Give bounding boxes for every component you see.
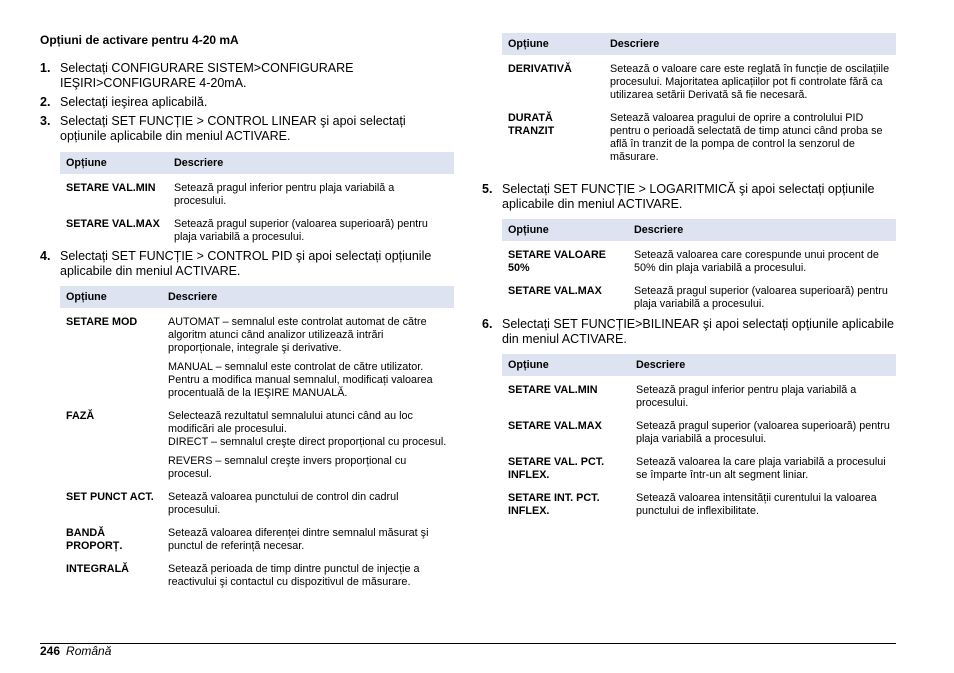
- option-description: Selectează rezultatul semnalului atunci când au loc modificări ale procesului.: [168, 410, 413, 435]
- option-description: Setează o valoare care este reglată în funcție de oscilațiile procesului. Majoritatea aplicațiilor pot fi controlate fără ca utilizarea setării Derivată să fie necesară.: [610, 63, 890, 101]
- pid-options-table-continued: [502, 33, 896, 164]
- option-name: SETARE VAL.MIN: [66, 182, 156, 194]
- step-text: Selectați SET FUNCȚIE > CONTROL LINEAR şi apoi selectați opțiunile aplicabile din meniul ACTIVARE.: [60, 114, 406, 143]
- footer-language: Română: [66, 644, 112, 658]
- option-description: DIRECT – semnalul creşte direct proporțional cu procesul.: [168, 436, 447, 448]
- step-number: 4.: [40, 249, 51, 263]
- page-footer: [40, 644, 111, 658]
- step-number: 5.: [482, 182, 493, 196]
- step-text: Selectați CONFIGURARE SISTEM>CONFIGURARE IEŞIRI>CONFIGURARE 4-20mA.: [60, 61, 354, 90]
- column-header-option: Opțiune: [502, 354, 630, 376]
- option-description: Setează pragul superior (valoarea superioară) pentru plaja variabilă a procesului.: [174, 218, 428, 243]
- step-1: [40, 61, 454, 91]
- linear-options-table: [60, 152, 454, 244]
- step-number: 1.: [40, 61, 51, 75]
- option-description: REVERS – semnalul creşte invers proporțional cu procesul.: [168, 455, 407, 480]
- step-text: Selectați SET FUNCȚIE>BILINEAR şi apoi selectați opțiunile aplicabile din meniul ACTIVARE.: [502, 317, 894, 346]
- column-header-option: Opțiune: [60, 152, 168, 174]
- table-row: [60, 527, 454, 553]
- option-description: Setează pragul inferior pentru plaja variabilă a procesului.: [636, 384, 857, 409]
- column-header-description: Descriere: [168, 152, 454, 174]
- option-description: Setează valoarea diferenței dintre semnalul măsurat şi punctul de referință necesar.: [168, 527, 429, 552]
- option-name: DERIVATIVĂ: [508, 63, 572, 75]
- option-name: SETARE INT. PCT. INFLEX.: [508, 492, 600, 517]
- option-name: SETARE VAL.MAX: [508, 420, 602, 432]
- option-name: SETARE VAL. PCT. INFLEX.: [508, 456, 605, 481]
- step-number: 2.: [40, 95, 51, 109]
- table-row: [60, 455, 454, 481]
- table-row: [502, 285, 896, 311]
- table-row: [60, 361, 454, 400]
- option-description: AUTOMAT – semnalul este controlat automat de către algoritm atunci când analizor utilizează intrări proporționale, integrale şi derivative.: [168, 316, 427, 354]
- option-name: BANDĂ PROPORȚ.: [66, 527, 123, 552]
- step-number: 6.: [482, 317, 493, 331]
- option-description: Setează pragul inferior pentru plaja variabilă a procesului.: [174, 182, 395, 207]
- table-row: [60, 218, 454, 244]
- option-name: SETARE VAL.MAX: [508, 285, 602, 297]
- option-description: Setează valoarea punctului de control din cadrul procesului.: [168, 491, 399, 516]
- option-description: Setează valoarea pragului de oprire a controlului PID pentru o perioadă selectată de timp atunci când proba se află în tranzit de la pompa de control la senzorul de măsurare.: [610, 112, 883, 163]
- step-text: Selectați SET FUNCȚIE > LOGARITMICĂ şi apoi selectați opțiunile aplicabile din meniul ACTIVARE.: [502, 182, 875, 211]
- step-4: [40, 249, 454, 279]
- column-header-description: Descriere: [604, 33, 896, 55]
- table-row: [60, 563, 454, 589]
- column-header-description: Descriere: [630, 354, 896, 376]
- option-name: SETARE MOD: [66, 316, 138, 328]
- option-name: SET PUNCT ACT.: [66, 491, 154, 503]
- footer-divider: [40, 643, 896, 644]
- table-row: [502, 420, 896, 446]
- step-text: Selectați SET FUNCȚIE > CONTROL PID şi apoi selectați opțiunile aplicabile din meniul ACTIVARE.: [60, 249, 432, 278]
- step-text: Selectați ieşirea aplicabilă.: [60, 95, 208, 109]
- option-name: SETARE VAL.MAX: [66, 218, 160, 230]
- column-header-option: Opțiune: [502, 33, 604, 55]
- table-row: [502, 492, 896, 518]
- table-row: [502, 112, 896, 164]
- step-3: [40, 114, 454, 144]
- option-description: Setează valoarea intensității curentului la valoarea punctului de inflexibilitate.: [636, 492, 877, 517]
- table-row: [502, 376, 896, 410]
- log-options-table: [502, 219, 896, 311]
- option-description: MANUAL – semnalul este controlat de către utilizator. Pentru a modifica manual semnalul, modificați valoarea procentuală de la IEŞIRE MANUALĂ.: [168, 361, 433, 399]
- option-description: Setează pragul superior (valoarea superioară) pentru plaja variabilă a procesului.: [636, 420, 890, 445]
- step-number: 3.: [40, 114, 51, 128]
- table-row: [60, 491, 454, 517]
- option-description: Setează valoarea care corespunde unui procent de 50% din plaja variabilă a procesului.: [634, 249, 879, 274]
- step-6: [482, 317, 896, 347]
- table-row: [60, 308, 454, 355]
- option-description: Setează valoarea la care plaja variabilă a procesului se împarte într-un alt segment liniar.: [636, 456, 886, 481]
- table-row: [60, 410, 454, 449]
- column-header-option: Opțiune: [60, 286, 162, 308]
- page-number: 246: [40, 644, 61, 658]
- column-header-description: Descriere: [628, 219, 896, 241]
- step-5: [482, 182, 896, 212]
- option-name: SETARE VAL.MIN: [508, 384, 598, 396]
- option-name: DURATĂ TRANZIT: [508, 112, 555, 137]
- option-name: FAZĂ: [66, 410, 95, 422]
- column-header-option: Opțiune: [502, 219, 628, 241]
- option-name: INTEGRALĂ: [66, 563, 129, 575]
- section-title: Opțiuni de activare pentru 4-20 mA: [40, 33, 239, 47]
- table-row: [60, 174, 454, 208]
- table-row: [502, 241, 896, 275]
- step-2: [40, 95, 454, 110]
- column-header-description: Descriere: [162, 286, 454, 308]
- bilinear-options-table: [502, 354, 896, 518]
- pid-options-table: [60, 286, 454, 589]
- option-description: Setează perioada de timp dintre punctul de injecție a reactivului şi contactul cu dispozitivul de măsurare.: [168, 563, 420, 588]
- table-row: [502, 456, 896, 482]
- option-name: SETARE VALOARE 50%: [508, 249, 606, 274]
- table-row: [502, 55, 896, 102]
- option-description: Setează pragul superior (valoarea superioară) pentru plaja variabilă a procesului.: [634, 285, 888, 310]
